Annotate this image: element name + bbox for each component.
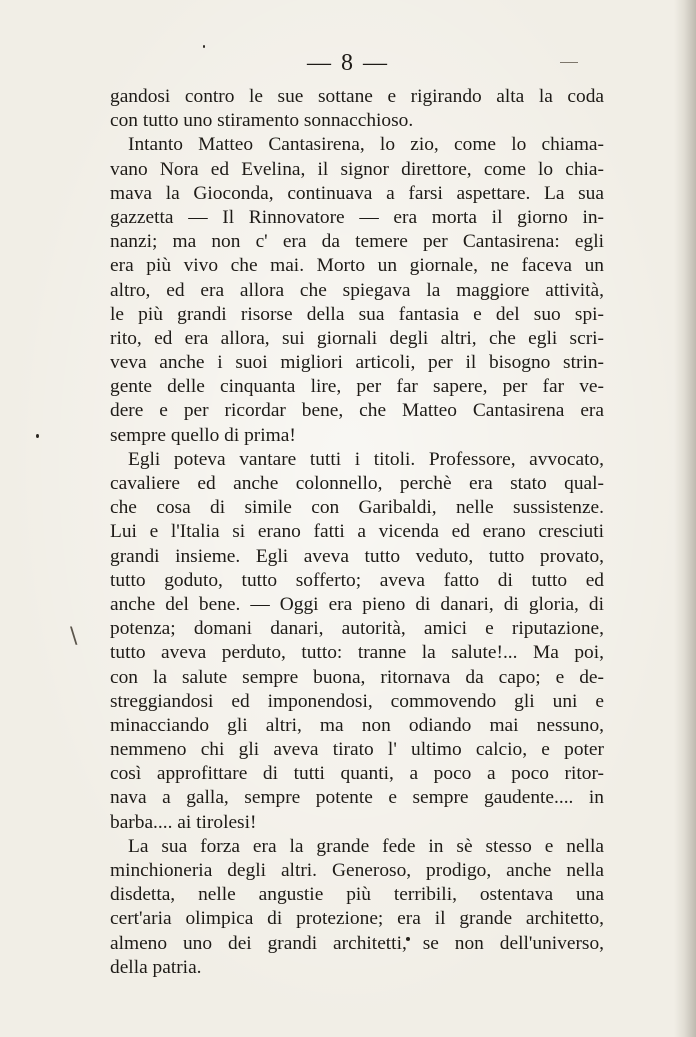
page-edge-shadow (674, 0, 696, 1037)
text-line: veva anche i suoi migliori articoli, per il bisogno strin- (110, 352, 604, 374)
text-line: grandi insieme. Egli aveva tutto veduto, tutto provato, (110, 545, 604, 567)
text-line: cavaliere ed anche colonnello, perchè era stato qual- (110, 473, 604, 494)
text-line: gente delle cinquanta lire, per far sapere, per far ve- (110, 376, 604, 398)
text-line: cert'aria olimpica di protezione; era il grande architetto, (110, 908, 604, 930)
text-line: Intanto Matteo Cantasirena, lo zio, come lo chiama- (128, 134, 604, 156)
text-line: sempre quello di prima! (110, 424, 296, 446)
margin-mark: \ (70, 624, 78, 649)
text-line: con la salute sempre buona, ritornava da capo; e de- (110, 666, 604, 688)
text-line: minacciando gli altri, ma non odiando mai nessuno, (110, 714, 604, 736)
text-line: mava la Gioconda, continuava a farsi aspettare. La sua (110, 182, 604, 204)
page-number (0, 50, 696, 77)
ink-speck (203, 45, 205, 48)
text-line: tutto aveva perduto, tutto: tranne la salute!... Ma poi, (110, 642, 604, 664)
text-line: della patria. (110, 956, 202, 978)
text-line: vano Nora ed Evelina, il signor direttore, come lo chia- (110, 158, 604, 180)
text-line: altro, ed era allora che spiegava la maggiore attività, (110, 279, 604, 301)
text-line: potenza; domani danari, autorità, amici e riputazione, (110, 618, 604, 640)
text-line: nanzi; ma non c' era da temere per Cantasirena: egli (110, 231, 604, 253)
text-line: era più vivo che mai. Morto un giornale, ne faceva un (110, 255, 604, 277)
text-line: dere e per ricordar bene, che Matteo Cantasirena era (110, 400, 604, 422)
text-line: le più grandi risorse della sua fantasia e del suo spi- (110, 303, 604, 325)
text-line: nemmeno chi gli aveva tirato l' ultimo calcio, e poter (110, 739, 604, 761)
text-line: così approfittare di tutti quanti, a poco a poco ritor- (110, 763, 604, 785)
text-line: Egli poteva vantare tutti i titoli. Professore, avvocato, (128, 448, 604, 470)
text-line: con tutto uno stiramento sonnacchioso. (110, 110, 414, 132)
text-line: almeno uno dei grandi architetti, se non dell'universo, (110, 932, 604, 954)
text-line: anche del bene. — Oggi era pieno di danari, di gloria, di (110, 593, 604, 615)
text-line: Lui e l'Italia si erano fatti a vicenda ed erano cresciuti (110, 521, 604, 543)
text-line: disdetta, nelle angustie più terribili, ostentava una (110, 884, 604, 906)
page-number-tick (560, 62, 578, 63)
text-line: nava a galla, sempre potente e sempre gaudente.... in (110, 787, 604, 809)
text-line: gandosi contro le sue sottane e rigirando alta la coda (110, 86, 604, 107)
ink-speck (36, 434, 39, 438)
text-line: rito, ed era allora, sui giornali degli altri, che egli scri- (110, 327, 604, 349)
text-line: La sua forza era la grande fede in sè stesso e nella (128, 835, 604, 857)
text-line: minchioneria degli altri. Generoso, prodigo, anche nella (110, 860, 604, 881)
page-number-text: — 8 — (307, 50, 389, 76)
text-line: gazzetta — Il Rinnovatore — era morta il giorno in- (110, 206, 604, 228)
text-line: tutto goduto, tutto sofferto; aveva fatto di tutto ed (110, 569, 604, 591)
text-line: streggiandosi ed imponendosi, commovendo gli uni e (110, 690, 604, 712)
text-line: barba.... ai tirolesi! (110, 811, 257, 833)
body-text (110, 85, 604, 980)
text-line: che cosa di simile con Garibaldi, nelle sussistenze. (110, 497, 604, 519)
